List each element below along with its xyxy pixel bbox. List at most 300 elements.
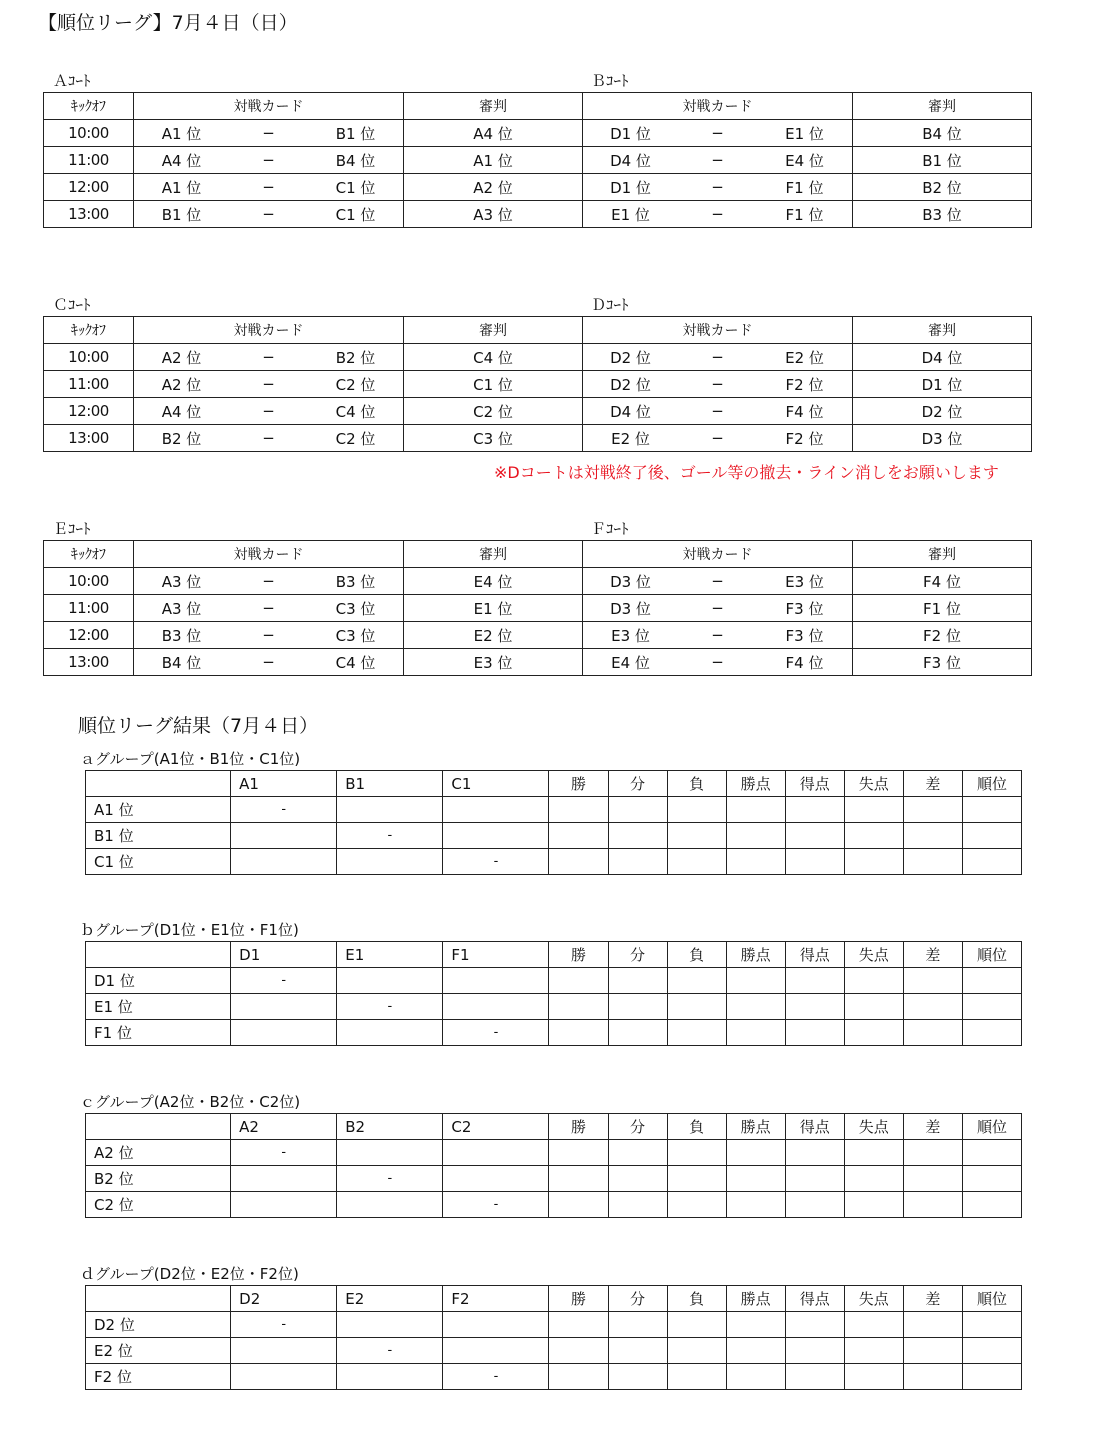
stat-cell	[903, 968, 962, 994]
self-match-cell: -	[337, 994, 443, 1020]
kickoff-time: 13:00	[44, 425, 134, 452]
table-row	[86, 1140, 1022, 1166]
match-row	[44, 649, 1032, 676]
stat-cell	[903, 797, 962, 823]
stat-header: 得点	[785, 1114, 844, 1140]
team-2: C4 位	[335, 653, 376, 672]
team-1: A2 位	[161, 348, 202, 367]
kickoff-time: 13:00	[44, 201, 134, 228]
corner-cell	[86, 1114, 231, 1140]
stat-header: 負	[667, 1286, 726, 1312]
score-cell	[231, 1192, 337, 1218]
team-2: C3 位	[335, 626, 376, 645]
stat-cell	[726, 1140, 785, 1166]
stat-cell	[667, 1166, 726, 1192]
self-match-cell: -	[337, 1338, 443, 1364]
stat-cell	[667, 1192, 726, 1218]
match-card	[583, 425, 853, 452]
referee-cell: A1 位	[404, 147, 583, 174]
team-2: C3 位	[335, 599, 376, 618]
schedule-table	[43, 540, 1032, 676]
team-1: E3 位	[611, 626, 650, 645]
stat-cell	[608, 994, 667, 1020]
stat-cell	[962, 994, 1021, 1020]
referee-header: 審判	[853, 541, 1032, 568]
stat-cell	[844, 968, 903, 994]
stat-cell	[962, 823, 1021, 849]
group-label: ｄグループ(D2位・E2位・F2位)	[80, 1265, 299, 1283]
kickoff-time: 10:00	[44, 120, 134, 147]
team-1: D2 位	[610, 348, 651, 367]
stat-cell	[726, 797, 785, 823]
match-row	[44, 595, 1032, 622]
stat-cell	[549, 968, 608, 994]
match-row	[44, 174, 1032, 201]
team-1: A4 位	[161, 402, 202, 421]
stat-header: 得点	[785, 771, 844, 797]
stat-cell	[549, 797, 608, 823]
referee-cell: A4 位	[404, 120, 583, 147]
stat-cell	[608, 1312, 667, 1338]
stat-cell	[608, 1192, 667, 1218]
self-match-cell: -	[443, 1020, 549, 1046]
score-cell	[231, 1020, 337, 1046]
score-cell	[337, 1312, 443, 1338]
stat-header: 分	[608, 1286, 667, 1312]
stat-cell	[962, 1364, 1021, 1390]
stat-header: 差	[903, 1286, 962, 1312]
team-2: F3 位	[785, 626, 824, 645]
opponent-header: C2	[443, 1114, 549, 1140]
score-cell	[231, 849, 337, 875]
score-cell	[443, 1312, 549, 1338]
versus-dash: −	[262, 151, 275, 169]
referee-cell: C4 位	[404, 344, 583, 371]
stat-cell	[785, 849, 844, 875]
court-label: Ａｺｰﾄ	[53, 72, 91, 90]
stat-cell	[844, 849, 903, 875]
table-row	[86, 1338, 1022, 1364]
stat-header: 勝点	[726, 1286, 785, 1312]
match-card	[583, 649, 853, 676]
score-cell	[443, 1140, 549, 1166]
self-match-cell: -	[443, 1192, 549, 1218]
referee-header: 審判	[404, 93, 583, 120]
opponent-header: D2	[231, 1286, 337, 1312]
court-label: Ｆｺｰﾄ	[591, 520, 629, 538]
results-title: 順位リーグ結果（7月４日）	[78, 715, 319, 737]
stat-cell	[844, 823, 903, 849]
referee-cell: F3 位	[853, 649, 1032, 676]
corner-cell	[86, 942, 231, 968]
stat-cell	[549, 1192, 608, 1218]
stat-cell	[726, 1364, 785, 1390]
team-1: E1 位	[611, 205, 650, 224]
group-result-table	[85, 770, 1022, 875]
stat-cell	[962, 1338, 1021, 1364]
kickoff-time: 10:00	[44, 344, 134, 371]
stat-cell	[785, 1364, 844, 1390]
stat-cell	[962, 1192, 1021, 1218]
court-label: Ｃｺｰﾄ	[53, 296, 91, 314]
stat-header: 順位	[962, 942, 1021, 968]
referee-cell: B2 位	[853, 174, 1032, 201]
stat-cell	[608, 1140, 667, 1166]
referee-cell: D2 位	[853, 398, 1032, 425]
stat-cell	[903, 1020, 962, 1046]
stat-cell	[726, 1338, 785, 1364]
team-row-label: E1 位	[86, 994, 231, 1020]
referee-cell: D3 位	[853, 425, 1032, 452]
stat-header: 分	[608, 1114, 667, 1140]
opponent-header: A2	[231, 1114, 337, 1140]
stat-header: 順位	[962, 771, 1021, 797]
versus-dash: −	[262, 626, 275, 644]
team-2: F2 位	[785, 429, 824, 448]
team-1: D4 位	[610, 151, 651, 170]
stat-header: 勝	[549, 1114, 608, 1140]
score-cell	[443, 1338, 549, 1364]
stat-header: 負	[667, 1114, 726, 1140]
kickoff-time: 11:00	[44, 371, 134, 398]
stat-cell	[726, 823, 785, 849]
versus-dash: −	[262, 653, 275, 671]
team-1: A1 位	[161, 178, 202, 197]
stat-cell	[844, 1192, 903, 1218]
stat-cell	[903, 1140, 962, 1166]
stat-cell	[962, 1140, 1021, 1166]
stat-cell	[667, 1140, 726, 1166]
referee-cell: F2 位	[853, 622, 1032, 649]
match-row	[44, 425, 1032, 452]
match-row	[44, 147, 1032, 174]
team-row-label: D2 位	[86, 1312, 231, 1338]
stat-cell	[608, 849, 667, 875]
referee-header: 審判	[853, 317, 1032, 344]
opponent-header: D1	[231, 942, 337, 968]
versus-dash: −	[262, 348, 275, 366]
stat-header: 失点	[844, 1114, 903, 1140]
match-card	[583, 398, 853, 425]
team-1: A4 位	[161, 151, 202, 170]
team-2: E2 位	[785, 348, 824, 367]
stat-cell	[726, 1166, 785, 1192]
table-row	[86, 968, 1022, 994]
opponent-header: C1	[443, 771, 549, 797]
kickoff-header: ｷｯｸｵﾌ	[44, 317, 134, 344]
referee-cell: F4 位	[853, 568, 1032, 595]
referee-cell: A3 位	[404, 201, 583, 228]
team-row-label: B1 位	[86, 823, 231, 849]
team-1: A3 位	[161, 572, 202, 591]
card-header: 対戦カード	[134, 317, 404, 344]
versus-dash: −	[262, 178, 275, 196]
team-1: A1 位	[161, 124, 202, 143]
stat-cell	[608, 1020, 667, 1046]
versus-dash: −	[262, 599, 275, 617]
stat-cell	[667, 1020, 726, 1046]
score-cell	[337, 1192, 443, 1218]
match-row	[44, 622, 1032, 649]
match-row	[44, 371, 1032, 398]
versus-dash: −	[711, 429, 724, 447]
versus-dash: −	[262, 205, 275, 223]
stat-header: 勝	[549, 1286, 608, 1312]
opponent-header: B2	[337, 1114, 443, 1140]
stat-cell	[785, 797, 844, 823]
opponent-header: E1	[337, 942, 443, 968]
match-card	[134, 622, 404, 649]
match-card	[583, 595, 853, 622]
stat-cell	[726, 1192, 785, 1218]
referee-cell: E4 位	[404, 568, 583, 595]
team-row-label: A2 位	[86, 1140, 231, 1166]
score-cell	[337, 849, 443, 875]
versus-dash: −	[711, 124, 724, 142]
stat-cell	[785, 1338, 844, 1364]
match-row	[44, 568, 1032, 595]
referee-header: 審判	[853, 93, 1032, 120]
match-card	[583, 568, 853, 595]
versus-dash: −	[262, 429, 275, 447]
stat-header: 失点	[844, 1286, 903, 1312]
stat-cell	[903, 1192, 962, 1218]
stat-header: 勝	[549, 771, 608, 797]
stat-cell	[549, 1020, 608, 1046]
team-1: E4 位	[611, 653, 650, 672]
kickoff-time: 10:00	[44, 568, 134, 595]
match-card	[134, 147, 404, 174]
page-title: 【順位リーグ】7月４日（日）	[38, 12, 298, 34]
match-card	[134, 201, 404, 228]
team-2: F4 位	[785, 402, 824, 421]
table-row	[86, 1166, 1022, 1192]
kickoff-time: 12:00	[44, 174, 134, 201]
versus-dash: −	[711, 375, 724, 393]
score-cell	[443, 823, 549, 849]
self-match-cell: -	[231, 1312, 337, 1338]
versus-dash: −	[711, 151, 724, 169]
versus-dash: −	[711, 178, 724, 196]
team-row-label: F2 位	[86, 1364, 231, 1390]
match-card	[134, 425, 404, 452]
stat-cell	[726, 1020, 785, 1046]
self-match-cell: -	[337, 823, 443, 849]
group-result-table	[85, 1113, 1022, 1218]
versus-dash: −	[262, 375, 275, 393]
score-cell	[443, 1166, 549, 1192]
group-result-table	[85, 1285, 1022, 1390]
kickoff-time: 11:00	[44, 595, 134, 622]
referee-cell: E3 位	[404, 649, 583, 676]
self-match-cell: -	[443, 1364, 549, 1390]
score-cell	[443, 797, 549, 823]
self-match-cell: -	[337, 1166, 443, 1192]
stat-cell	[549, 1140, 608, 1166]
card-header: 対戦カード	[583, 541, 853, 568]
stat-cell	[726, 968, 785, 994]
match-card	[134, 344, 404, 371]
stat-header: 勝	[549, 942, 608, 968]
opponent-header: B1	[337, 771, 443, 797]
team-2: F1 位	[785, 205, 824, 224]
match-card	[134, 595, 404, 622]
stat-cell	[785, 823, 844, 849]
team-2: F1 位	[785, 178, 824, 197]
score-cell	[443, 968, 549, 994]
stat-header: 順位	[962, 1286, 1021, 1312]
opponent-header: E2	[337, 1286, 443, 1312]
match-card	[134, 649, 404, 676]
team-1: A3 位	[161, 599, 202, 618]
stat-cell	[726, 849, 785, 875]
stat-cell	[903, 1166, 962, 1192]
table-row	[86, 849, 1022, 875]
match-card	[134, 174, 404, 201]
table-row	[86, 823, 1022, 849]
group-result-table	[85, 941, 1022, 1046]
score-cell	[337, 797, 443, 823]
stat-cell	[608, 797, 667, 823]
court-label: Ｅｺｰﾄ	[53, 520, 91, 538]
stat-cell	[667, 994, 726, 1020]
team-2: B1 位	[335, 124, 376, 143]
team-1: A2 位	[161, 375, 202, 394]
stat-cell	[844, 1364, 903, 1390]
kickoff-time: 13:00	[44, 649, 134, 676]
team-1: D3 位	[610, 572, 651, 591]
stat-cell	[726, 994, 785, 1020]
kickoff-header: ｷｯｸｵﾌ	[44, 541, 134, 568]
group-label: ｃグループ(A2位・B2位・C2位)	[80, 1093, 301, 1111]
team-1: D4 位	[610, 402, 651, 421]
team-row-label: A1 位	[86, 797, 231, 823]
match-row	[44, 120, 1032, 147]
kickoff-time: 12:00	[44, 622, 134, 649]
stat-cell	[844, 1020, 903, 1046]
referee-header: 審判	[404, 541, 583, 568]
team-1: D3 位	[610, 599, 651, 618]
team-2: B3 位	[335, 572, 376, 591]
stat-cell	[667, 1338, 726, 1364]
team-2: C4 位	[335, 402, 376, 421]
stat-header: 負	[667, 771, 726, 797]
team-2: C1 位	[335, 178, 376, 197]
team-1: D2 位	[610, 375, 651, 394]
stat-cell	[549, 1364, 608, 1390]
team-2: B4 位	[335, 151, 376, 170]
self-match-cell: -	[231, 797, 337, 823]
kickoff-header: ｷｯｸｵﾌ	[44, 93, 134, 120]
stat-cell	[962, 849, 1021, 875]
stat-cell	[903, 823, 962, 849]
score-cell	[231, 1364, 337, 1390]
referee-cell: B4 位	[853, 120, 1032, 147]
stat-cell	[549, 823, 608, 849]
stat-cell	[549, 849, 608, 875]
stat-cell	[844, 1140, 903, 1166]
stat-cell	[962, 1312, 1021, 1338]
referee-cell: D4 位	[853, 344, 1032, 371]
score-cell	[231, 1338, 337, 1364]
stat-cell	[962, 1020, 1021, 1046]
match-card	[583, 371, 853, 398]
versus-dash: −	[711, 205, 724, 223]
referee-cell: C3 位	[404, 425, 583, 452]
card-header: 対戦カード	[134, 541, 404, 568]
score-cell	[231, 1166, 337, 1192]
team-1: B2 位	[161, 429, 202, 448]
versus-dash: −	[711, 626, 724, 644]
referee-cell: D1 位	[853, 371, 1032, 398]
stat-header: 失点	[844, 771, 903, 797]
self-match-cell: -	[443, 849, 549, 875]
table-row	[86, 1364, 1022, 1390]
stat-cell	[844, 994, 903, 1020]
team-1: E2 位	[611, 429, 650, 448]
versus-dash: −	[711, 402, 724, 420]
stat-cell	[962, 797, 1021, 823]
stat-cell	[549, 1338, 608, 1364]
stat-cell	[785, 1192, 844, 1218]
versus-dash: −	[711, 653, 724, 671]
stat-cell	[667, 797, 726, 823]
stat-cell	[903, 1364, 962, 1390]
notice-text: ※Dコートは対戦終了後、ゴール等の撤去・ライン消しをお願いします	[494, 463, 999, 482]
stat-header: 差	[903, 771, 962, 797]
team-2: B2 位	[335, 348, 376, 367]
referee-cell: F1 位	[853, 595, 1032, 622]
team-2: F2 位	[785, 375, 824, 394]
schedule-table	[43, 316, 1032, 452]
team-row-label: B2 位	[86, 1166, 231, 1192]
team-2: C1 位	[335, 205, 376, 224]
stat-cell	[549, 1166, 608, 1192]
match-card	[134, 120, 404, 147]
stat-header: 順位	[962, 1114, 1021, 1140]
score-cell	[443, 994, 549, 1020]
score-cell	[337, 1140, 443, 1166]
stat-cell	[667, 1312, 726, 1338]
stat-cell	[608, 1166, 667, 1192]
table-row	[86, 1020, 1022, 1046]
team-row-label: E2 位	[86, 1338, 231, 1364]
team-2: C2 位	[335, 375, 376, 394]
group-label: ａグループ(A1位・B1位・C1位)	[80, 750, 301, 768]
stat-header: 得点	[785, 1286, 844, 1312]
team-2: C2 位	[335, 429, 376, 448]
versus-dash: −	[711, 572, 724, 590]
stat-header: 勝点	[726, 771, 785, 797]
referee-cell: A2 位	[404, 174, 583, 201]
team-2: E1 位	[785, 124, 824, 143]
team-1: B1 位	[161, 205, 202, 224]
table-row	[86, 797, 1022, 823]
corner-cell	[86, 771, 231, 797]
stat-cell	[844, 797, 903, 823]
self-match-cell: -	[231, 968, 337, 994]
score-cell	[231, 823, 337, 849]
corner-cell	[86, 1286, 231, 1312]
match-card	[583, 174, 853, 201]
stat-header: 負	[667, 942, 726, 968]
match-card	[583, 201, 853, 228]
referee-cell: C2 位	[404, 398, 583, 425]
card-header: 対戦カード	[583, 93, 853, 120]
team-row-label: D1 位	[86, 968, 231, 994]
stat-cell	[608, 1364, 667, 1390]
stat-cell	[608, 968, 667, 994]
